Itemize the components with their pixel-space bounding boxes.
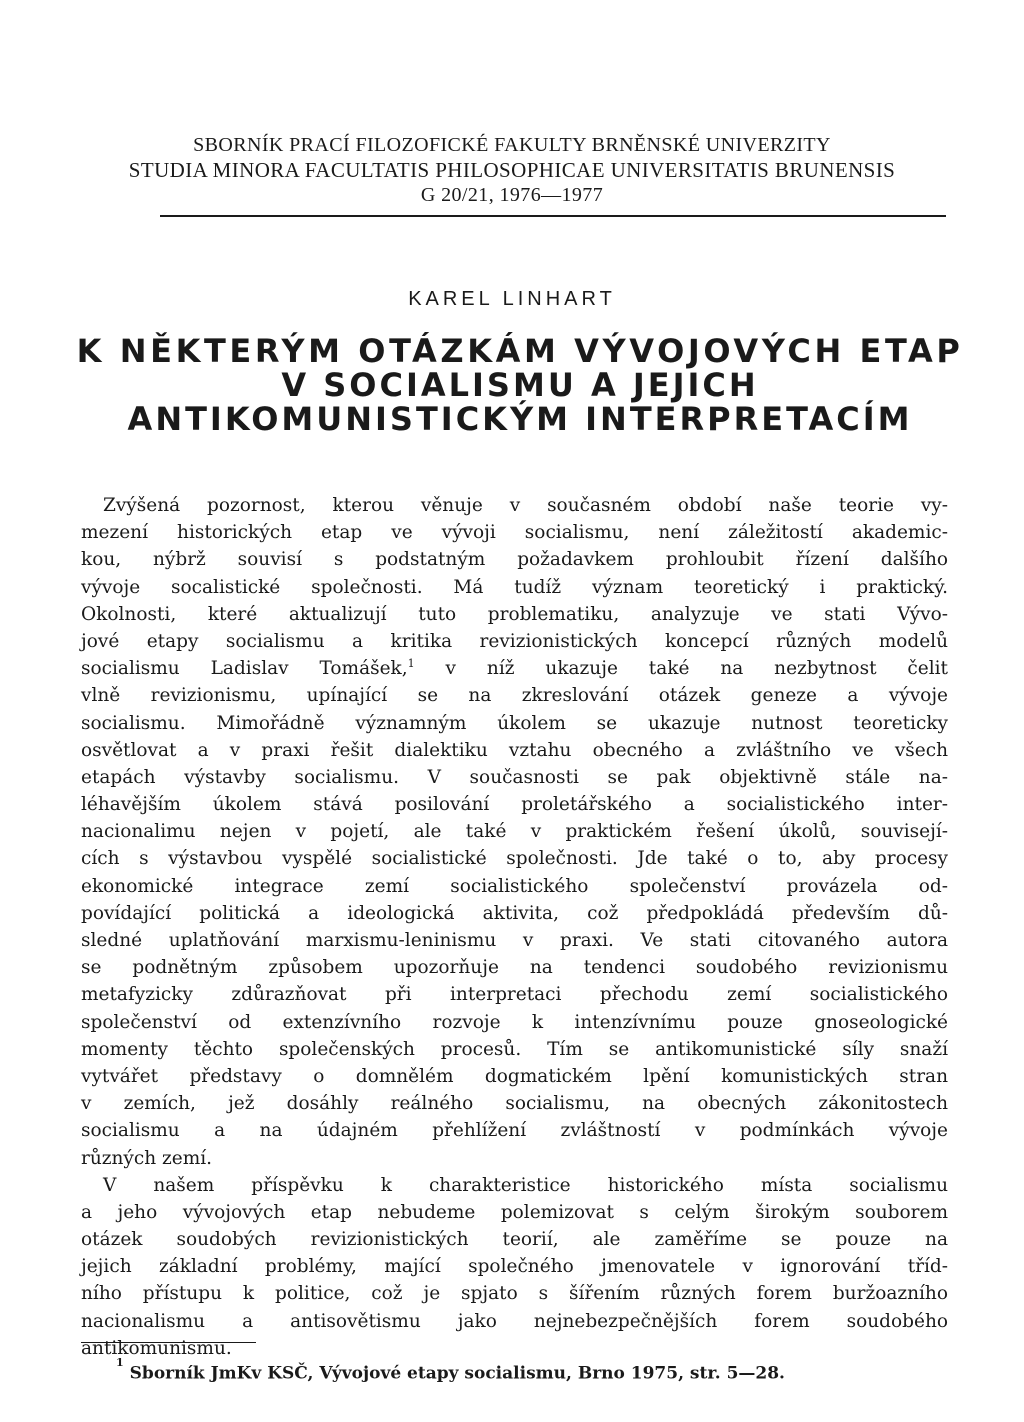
body-line: mezení historických etap ve vývoji socialismu, není záležitostí akademic- [81,522,948,544]
body-line: v zemích, jež dosáhly reálného socialismu, na obecných zákonitostech [81,1093,948,1115]
body-line: nacionalimu nejen v pojetí, ale také v praktickém řešení úkolů, souvisejí- [81,821,948,843]
title-line-2: V SOCIALISMU A JEJICH [281,366,759,404]
author-name: KAREL LINHART [408,288,616,310]
body-line: sledné uplatňování marxismu-leninismu v praxi. Ve stati citovaného autora [81,930,948,951]
body-line: společenství od extenzívního rozvoje k intenzívnímu pouze gnoseologické [81,1011,948,1033]
body-line: nacionalismu a antisovětismu jako nejnebezpečnějších forem soudobého [81,1310,948,1332]
body-line: socialismu a na údajném přehlížení zvláštností v podmínkách vývoje [81,1120,948,1142]
body-line: různých zemí. [81,1147,213,1169]
body-line: etapách výstavby socialismu. V současnosti se pak objektivně stále na- [81,766,948,788]
body-line: ekonomické integrace zemí socialistického společenství provázela od- [81,875,948,897]
body-line: vývoje socalistické společnosti. Má tudíž význam teoretický i praktický. [81,576,948,598]
body-line: jejich základní problémy, mající společného jmenovatele v ignorování tříd- [81,1256,948,1278]
article-title [40,334,1000,436]
body-line: Okolnosti, které aktualizují tuto problematiku, analyzuje ve stati Vývo- [81,603,948,625]
body-line [81,655,948,682]
series-header [0,133,1024,208]
footnote [116,1357,785,1386]
body-line: se podnětným způsobem upozorňuje na tendenci soudobého revizionismu [81,957,948,979]
footnote-marker: 1 [116,1356,124,1369]
body-line: a jeho vývojových etap nebudeme polemizovat s celým širokým souborem [81,1201,948,1223]
footnote-reference: 1 [407,656,415,670]
body-line: vlně revizionismu, upínající se na zkreslování otázek geneze a vývoje [81,685,948,707]
body-text: v níž ukazuje také na nezbytnost čelit [414,658,948,680]
body-line: vytvářet představy o domnělém dogmatickém lpění komunistických stran [81,1065,948,1087]
title-line-1: K NĚKTERÝM OTÁZKÁM VÝVOJOVÝCH ETAP [76,332,964,370]
body-line: kou, nýbrž souvisí s podstatným požadavkem prohloubit řízení dalšího [81,549,948,571]
header-rule [160,215,946,217]
article-body [81,492,948,1362]
body-line: V našem příspěvku k charakteristice historického místa socialismu [103,1174,948,1196]
body-text: socialismu Ladislav Tomášek, [81,658,408,680]
footnote-text: Sborník JmKv KSČ, Vývojové etapy socialismu, Brno 1975, str. 5—28. [129,1363,785,1384]
series-title-latin: STUDIA MINORA FACULTATIS PHILOSOPHICAE UNIVERSITATIS BRUNENSIS [128,158,896,182]
series-title-czech: SBORNÍK PRACÍ FILOZOFICKÉ FAKULTY BRNĚNSKÉ UNIVERZITY [193,134,831,156]
body-line: momenty těchto společenských procesů. Tím se antikomunistické síly snaží [81,1038,948,1060]
body-line: léhavějším úkolem stává posilování proletářského a socialistického inter- [81,794,948,816]
body-line: cích s výstavbou vyspělé socialistické společnosti. Jde také o to, aby procesy [81,848,948,870]
body-line: socialismu. Mimořádně významným úkolem se ukazuje nutnost teoreticky [81,712,948,734]
body-line: Zvýšená pozornost, kterou věnuje v současném období naše teorie vy- [103,495,948,516]
body-line: otázek soudobých revizionistických teorií, ale zaměříme se pouze na [81,1229,948,1251]
title-line-3: ANTIKOMUNISTICKÝM INTERPRETACÍM [127,400,913,438]
body-line: antikomunismu. [81,1337,232,1359]
footnote-rule [81,1342,256,1343]
series-volume: G 20/21, 1976—1977 [420,184,604,206]
body-line: povídající politická a ideologická aktivita, což předpokládá především dů- [81,902,948,924]
body-line: osvětlovat a v praxi řešit dialektiku vztahu obecného a zvláštního ve všech [81,739,948,761]
body-line: ního přístupu k politice, což je spjato s šířením různých forem buržoazního [81,1283,948,1305]
body-line: metafyzicky zdůrazňovat při interpretaci přechodu zemí socialistického [81,984,948,1006]
body-line: jové etapy socialismu a kritika revizionistických koncepcí různých modelů [81,630,948,652]
